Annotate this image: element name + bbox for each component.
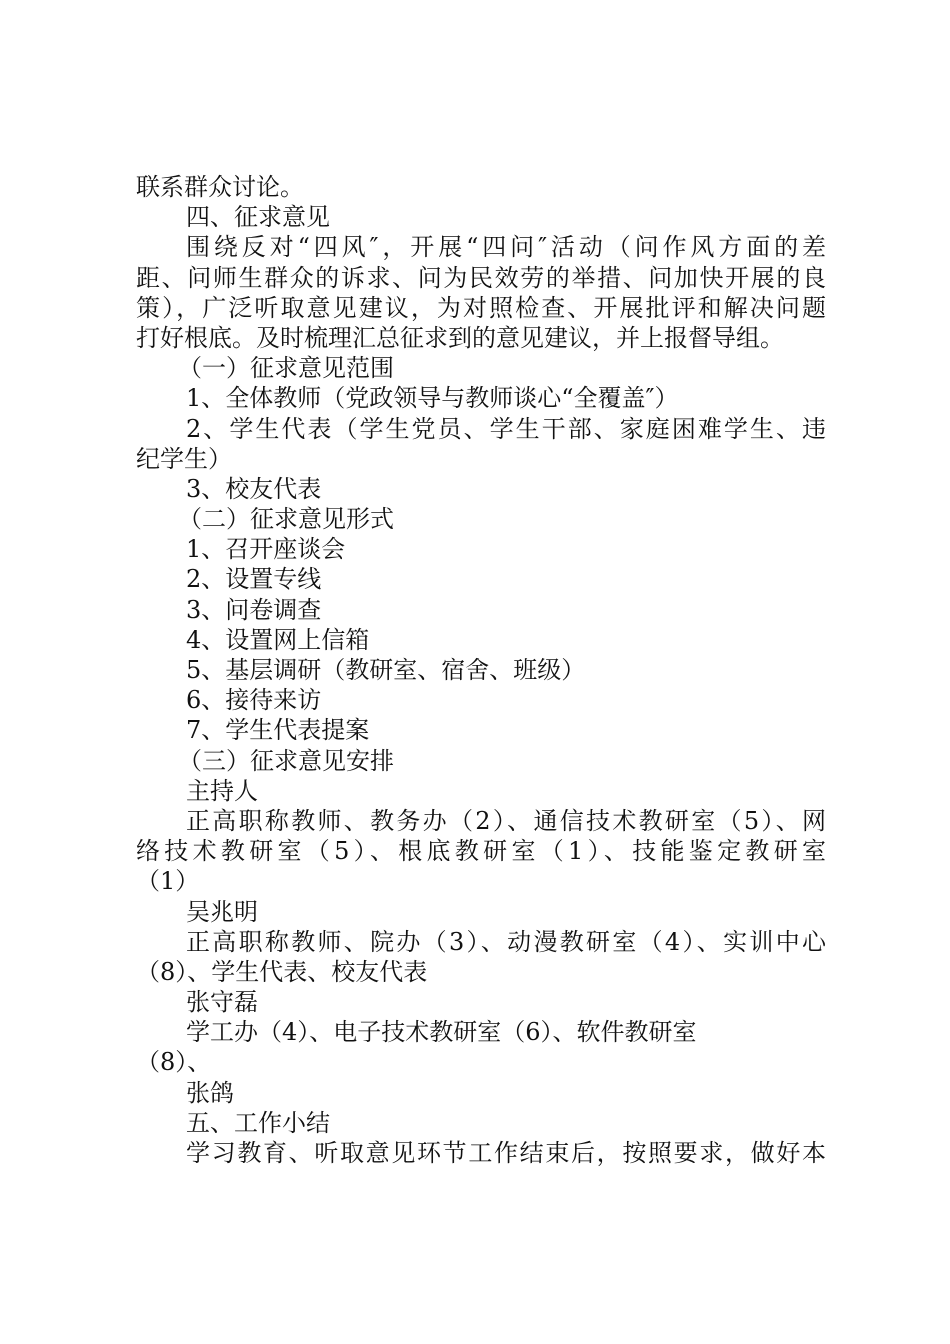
list-item: 7、学生代表提案: [186, 716, 370, 745]
list-item: 2、学生代表（学生党员、学生干部、家庭困难学生、违: [186, 414, 826, 443]
text-line: 打好根底。及时梳理汇总征求到的意见建议，并上报督导组。: [136, 323, 784, 352]
text-line: 纪学生）: [136, 444, 232, 473]
text-line: 围绕反对“四风″，开展“四问″活动（问作风方面的差: [186, 233, 826, 262]
text-line: 张鸽: [186, 1078, 234, 1107]
text-line: 距、问师生群众的诉求、问为民效劳的举措、问加快开展的良: [136, 263, 826, 292]
document-body: [136, 172, 826, 1168]
subsection-heading: （三）征求意见安排: [178, 746, 394, 775]
subsection-heading: （二）征求意见形式: [178, 505, 394, 534]
text-line: 正高职称教师、院办（3）、动漫教研室（4）、实训中心: [186, 927, 826, 956]
list-item: 5、基层调研（教研室、宿舍、班级）: [186, 656, 586, 684]
list-item: 1、召开座谈会: [186, 535, 346, 564]
list-item: 2、设置专线: [186, 565, 322, 594]
list-item: 6、接待来访: [186, 686, 322, 715]
list-item: 4、设置网上信箱: [186, 625, 370, 654]
text-line: 学习教育、听取意见环节工作结束后，按照要求，做好本: [186, 1139, 826, 1167]
section-heading: 四、征求意见: [186, 203, 330, 232]
text-line: 正高职称教师、教务办（2）、通信技术教研室（5）、网: [186, 806, 826, 835]
text-line: 主持人: [186, 776, 258, 805]
text-line: 张守磊: [186, 988, 258, 1017]
list-item: 3、校友代表: [186, 474, 322, 503]
section-heading: 五、工作小结: [186, 1108, 330, 1137]
text-line: 联系群众讨论。: [136, 173, 304, 201]
list-item: 1、全体教师（党政领导与教师谈心“全覆盖″）: [186, 384, 679, 413]
text-line: （1）: [136, 867, 200, 896]
list-item: 3、问卷调查: [186, 595, 322, 624]
subsection-heading: （一）征求意见范围: [178, 354, 394, 383]
text-line: 吴兆明: [186, 897, 258, 926]
text-line: 络技术教研室（5）、根底教研室（1）、技能鉴定教研室: [136, 837, 826, 866]
text-line: （8）、: [136, 1048, 212, 1077]
text-line: 学工办（4）、电子技术教研室（6）、软件教研室: [186, 1018, 697, 1047]
text-line: 策），广泛听取意见建议，为对照检查、开展批评和解决问题: [136, 293, 826, 322]
text-line: （8）、学生代表、校友代表: [136, 957, 428, 986]
